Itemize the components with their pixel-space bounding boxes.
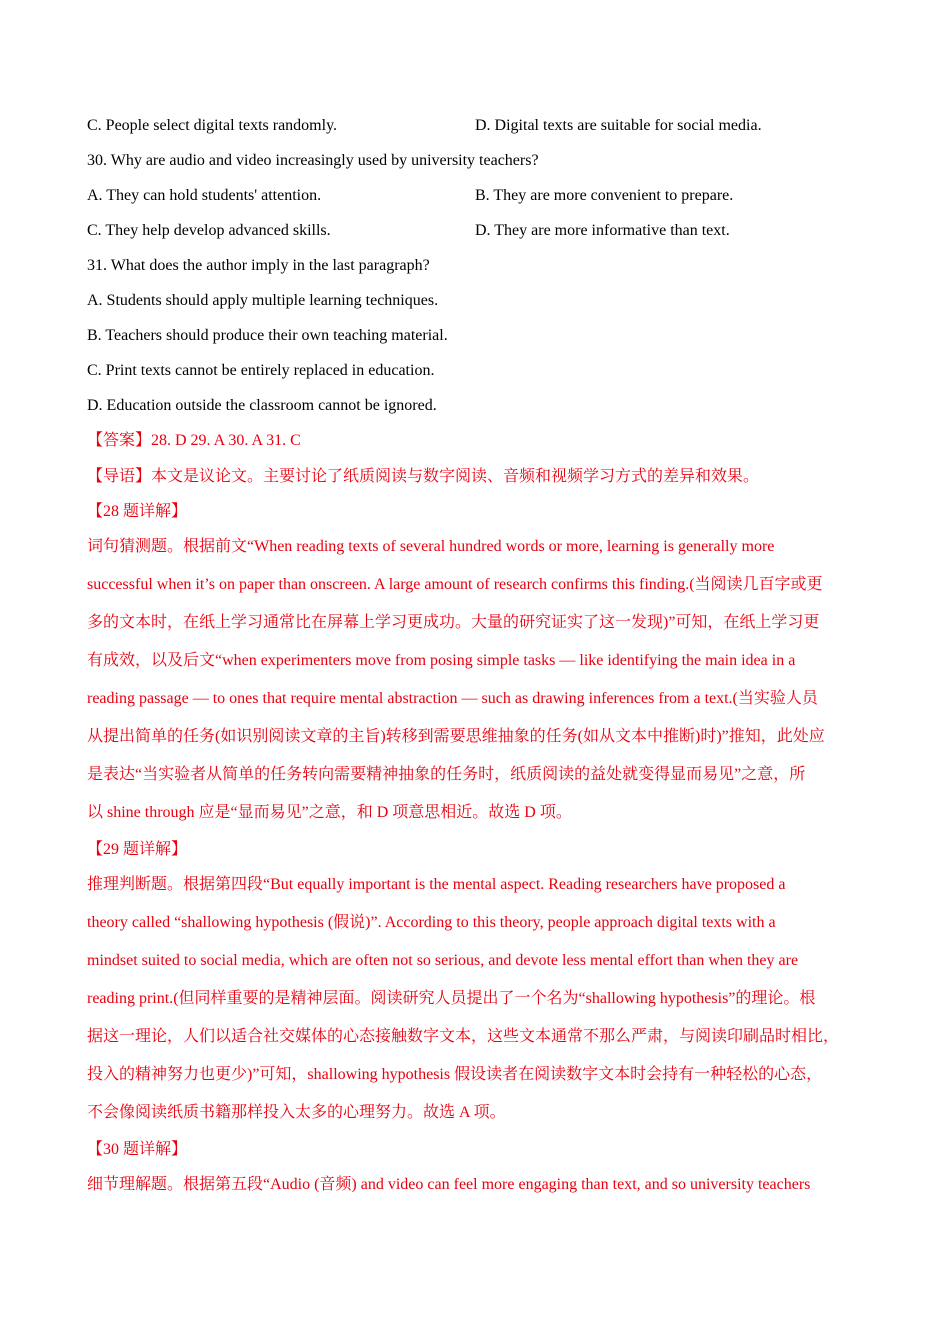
explain28-line: 从提出简单的任务(如识别阅读文章的主旨)转移到需要思维抽象的任务(如从文本中推断)时)”推知，此处应 bbox=[87, 728, 825, 745]
explain28-line: reading passage — to ones that require mental abstraction — such as drawing inferences from a text.(当实验人员 bbox=[87, 690, 818, 707]
explain28-line: 是表达“当实验者从简单的任务转向需要精神抽象的任务时，纸质阅读的益处就变得显而易见”之意，所 bbox=[87, 766, 806, 783]
guide-line: 【导语】本文是议论文。主要讨论了纸质阅读与数字阅读、音频和视频学习方式的差异和效果。 bbox=[87, 468, 760, 485]
q31-option-b: B. Teachers should produce their own teaching material. bbox=[87, 327, 448, 344]
explain30-line: 细节理解题。根据第五段“Audio (音频) and video can feel more engaging than text, and so university teachers bbox=[87, 1176, 811, 1193]
explain28-heading: 【28 题详解】 bbox=[87, 503, 188, 520]
q30-question: 30. Why are audio and video increasingly used by university teachers? bbox=[87, 152, 539, 169]
explain29-line: 不会像阅读纸质书籍那样投入太多的心理努力。故选 A 项。 bbox=[87, 1104, 506, 1121]
q29-option-d: D. Digital texts are suitable for social media. bbox=[475, 117, 762, 134]
q31-option-a: A. Students should apply multiple learning techniques. bbox=[87, 292, 439, 309]
explain30-heading: 【30 题详解】 bbox=[87, 1141, 188, 1158]
q31-option-d: D. Education outside the classroom cannot be ignored. bbox=[87, 397, 437, 414]
explain28-line: 有成效，以及后文“when experimenters move from posing simple tasks — like identifying the main idea in a bbox=[87, 652, 796, 669]
answer-line: 【答案】28. D 29. A 30. A 31. C bbox=[87, 432, 301, 449]
q30-option-a: A. They can hold students' attention. bbox=[87, 187, 322, 204]
explain28-line: 词句猜测题。根据前文“When reading texts of several hundred words or more, learning is generally more bbox=[87, 538, 775, 555]
explain29-line: reading print.(但同样重要的是精神层面。阅读研究人员提出了一个名为“shallowing hypothesis”的理论。根 bbox=[87, 990, 816, 1007]
q29-option-c: C. People select digital texts randomly. bbox=[87, 117, 338, 134]
explain29-line: mindset suited to social media, which are often not so serious, and devote less mental effort than when they are bbox=[87, 952, 799, 969]
q31-question: 31. What does the author imply in the last paragraph? bbox=[87, 257, 430, 274]
explain29-body bbox=[87, 866, 867, 1132]
explain29-line: 推理判断题。根据第四段“But equally important is the mental aspect. Reading researchers have proposed a bbox=[87, 876, 786, 893]
q30-option-d: D. They are more informative than text. bbox=[475, 222, 730, 239]
explain30-body bbox=[87, 1166, 867, 1204]
explain28-line: 以 shine through 应是“显而易见”之意，和 D 项意思相近。故选 D 项。 bbox=[87, 804, 572, 821]
explain28-line: 多的文本时，在纸上学习通常比在屏幕上学习更成功。大量的研究证实了这一发现)”可知，在纸上学习更 bbox=[87, 614, 820, 631]
explain29-line: 投入的精神努力也更少)”可知，shallowing hypothesis 假设读者在阅读数字文本时会持有一种轻松的心态， bbox=[87, 1066, 823, 1083]
q30-option-b: B. They are more convenient to prepare. bbox=[475, 187, 734, 204]
explain28-body bbox=[87, 528, 867, 832]
q31-option-c: C. Print texts cannot be entirely replaced in education. bbox=[87, 362, 435, 379]
explain29-line: theory called “shallowing hypothesis (假说)”. According to this theory, people approach digital texts with a bbox=[87, 914, 776, 931]
explain29-heading: 【29 题详解】 bbox=[87, 841, 188, 858]
explain28-line: successful when it’s on paper than onscreen. A large amount of research confirms this finding.(当阅读几百字或更 bbox=[87, 576, 823, 593]
q30-option-c: C. They help develop advanced skills. bbox=[87, 222, 331, 239]
explain29-line: 据这一理论，人们以适合社交媒体的心态接触数字文本，这些文本通常不那么严肃，与阅读印刷品时相比， bbox=[87, 1028, 840, 1045]
